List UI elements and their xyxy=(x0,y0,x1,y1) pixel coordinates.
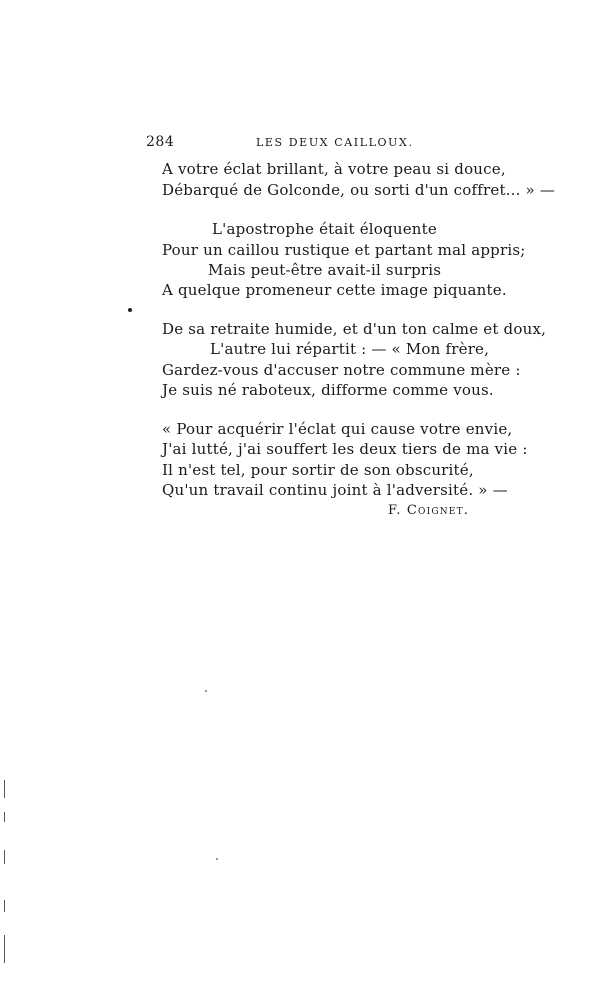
poem-line: A votre éclat brillant, à votre peau si douce, xyxy=(162,160,506,178)
poem-signature: F. Coignet. xyxy=(388,503,470,518)
poem-line: L'autre lui répartit : — « Mon frère, xyxy=(210,340,490,358)
ink-dot xyxy=(128,308,132,312)
poem-line: Je suis né raboteux, difforme comme vous. xyxy=(162,381,494,399)
poem-line: De sa retraite humide, et d'un ton calme et doux, xyxy=(162,320,547,338)
page-number: 284 xyxy=(146,134,175,150)
poem-line: L'apostrophe était éloquente xyxy=(212,220,437,238)
scan-speck xyxy=(205,690,207,692)
scan-speck xyxy=(216,858,218,860)
poem-line: Pour un caillou rustique et partant mal appris; xyxy=(162,241,526,259)
poem-line: A quelque promeneur cette image piquante. xyxy=(162,281,507,299)
margin-mark xyxy=(4,780,5,798)
margin-mark xyxy=(4,935,5,963)
poem-line: « Pour acquérir l'éclat qui cause votre envie, xyxy=(162,420,513,438)
poem-line: Gardez-vous d'accuser notre commune mère : xyxy=(162,361,521,379)
poem-line: J'ai lutté, j'ai souffert les deux tiers de ma vie : xyxy=(162,440,528,458)
margin-mark xyxy=(4,812,5,822)
margin-mark xyxy=(4,850,5,864)
poem-line: Mais peut-être avait-il surpris xyxy=(208,261,442,279)
running-head xyxy=(146,134,466,152)
poem-line: Il n'est tel, pour sortir de son obscurité, xyxy=(162,461,474,479)
running-title: LES DEUX CAILLOUX. xyxy=(256,136,414,149)
margin-mark xyxy=(4,900,5,912)
poem-line: Débarqué de Golconde, ou sorti d'un coffret... » — xyxy=(162,181,556,199)
poem-line: Qu'un travail continu joint à l'adversité. » — xyxy=(162,481,508,499)
